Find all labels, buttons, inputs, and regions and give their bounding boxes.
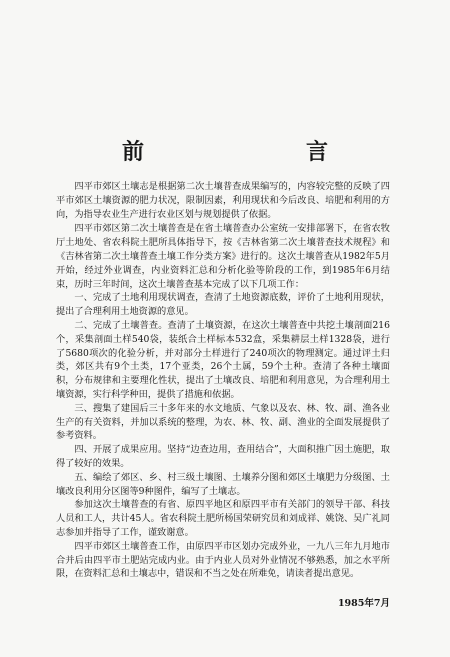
paragraph: 三、搜集了建国后三十多年来的水文地质、气象以及农、林、牧、副、渔各业生产的有关资料，并加以系统的整理，为农、林、牧、副、渔业的全面发展提供了参考资料。 [56,402,390,442]
document-date: 1985年7月 [337,598,390,609]
paragraph: 四、开展了成果应用。坚持“边查边用，查用结合”，大面积推广因土施肥，取得了较好的效果。 [56,444,390,469]
paragraph: 四平市郊区土壤志是根据第二次土壤普查成果编写的，内容较完整的反映了四平市郊区土壤资源的肥力状况，限制因素，利用现状和今后改良、培肥和利用的方向，为指导农业生产进行农业区划与规划提供了依据。 [56,181,390,220]
paragraph: 五、编绘了郊区、乡、村三级土壤图、土壤养分图和郊区土壤肥力分级图、土壤改良利用分区图等9种图件，编写了土壤志。 [56,471,390,497]
page-title: 前 言 [121,139,398,165]
paragraph: 一、完成了土地利用现状调查，查清了土地资源底数，评价了土地利用现状，提出了合理利用土地资源的意见。 [56,292,390,318]
paragraph: 四平市郊区第二次土壤普查是在省土壤普查办公室统一安排部署下，在省农牧厅土地处、省农科院土肥所具体指导下，按《吉林省第二次土壤普查技术规程》和《吉林省第二次土壤普查土壤工作分类方案》进行的。这次土壤普查从1982年5月开始，经过外业调查，内业资料汇总和分析化验等阶段的工作，到1985年6月结束，历时三年时间，这次土壤普查基本完成了以下几项工作： [56,223,390,290]
document-body [56,180,390,581]
paragraph: 参加这次土壤普查的有省、原四平地区和原四平市有关部门的领导干部、科技人员和工人，共计45人。省农科院土肥所杨国荣研究员和刘成祥、姚饶、吴广礼同志参加并指导了工作，谨致谢意。 [56,499,390,538]
paragraph: 二、完成了土壤普查。查清了土壤资源，在这次土壤普查中共挖土壤剖面216个，采集剖面土样540袋，装纸合土样标本532盒，采集耕层土样1328袋，进行了5680项次的化验分析，并对部分土样进行了240项次的物理测定。通过评土归类，郊区共有9个土类，17个亚类，26个土属，59个土种。查清了各种土壤面积，分布规律和主要理化性状，提出了土壤改良、培肥和利用意见，为合理利用土壤资源，实行科学种田，提供了措施和依据。 [56,319,390,400]
paragraph: 四平市郊区土壤普查工作，由原四平市区划办完成外业，一九八三年九月地市合并后由四平市土肥站完成内业。由于内业人员对外业情况不够熟悉，加之水平所限，在资料汇总和土壤志中，错误和不当之处在所难免，请读者提出意见。 [56,540,390,580]
